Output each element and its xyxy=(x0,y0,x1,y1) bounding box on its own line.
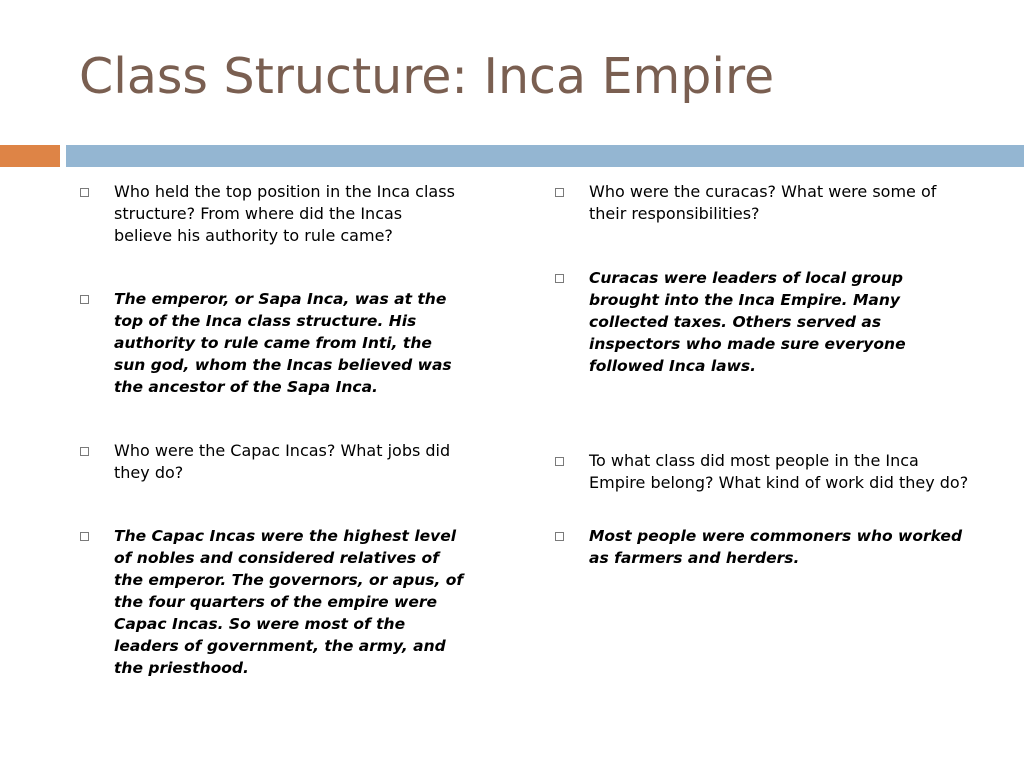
square-bullet-icon xyxy=(555,532,564,541)
bullet-item xyxy=(555,525,969,569)
bullet-item xyxy=(80,440,464,484)
accent-bar-blue xyxy=(66,145,1024,167)
bullet-item xyxy=(555,267,969,377)
square-bullet-icon xyxy=(80,532,89,541)
square-bullet-icon xyxy=(80,295,89,304)
square-bullet-icon xyxy=(555,188,564,197)
answer-text: The emperor, or Sapa Inca, was at the top of the Inca class structure. His authority to rule came from Inti, the sun god, whom the Incas believed was the ancestor of the Sapa Inca. xyxy=(114,290,452,396)
question-text: To what class did most people in the Inca Empire belong? What kind of work did they do? xyxy=(589,451,969,492)
bullet-item xyxy=(555,450,969,494)
question-text: Who held the top position in the Inca class structure? From where did the Incas believe his authority to rule came? xyxy=(114,182,455,245)
square-bullet-icon xyxy=(80,447,89,456)
answer-text: The Capac Incas were the highest level of nobles and considered relatives of the emperor. The governors, or apus, of the four quarters of the empire were Capac Incas. So were most of the leaders of government, the army, and the priesthood. xyxy=(114,527,464,677)
answer-text: Most people were commoners who worked as farmers and herders. xyxy=(589,527,963,567)
slide-title: Class Structure: Inca Empire xyxy=(79,48,775,105)
bullet-item xyxy=(80,288,464,398)
square-bullet-icon xyxy=(555,274,564,283)
bullet-item xyxy=(80,181,464,247)
bullet-item xyxy=(555,181,969,225)
question-text: Who were the curacas? What were some of their responsibilities? xyxy=(589,182,937,223)
square-bullet-icon xyxy=(80,188,89,197)
question-text: Who were the Capac Incas? What jobs did they do? xyxy=(114,441,451,482)
accent-bar-orange xyxy=(0,145,60,167)
answer-text: Curacas were leaders of local group brought into the Inca Empire. Many collected taxes. Others served as inspectors who made sure everyone followed Inca laws. xyxy=(589,269,906,375)
square-bullet-icon xyxy=(555,457,564,466)
bullet-item xyxy=(80,525,464,679)
